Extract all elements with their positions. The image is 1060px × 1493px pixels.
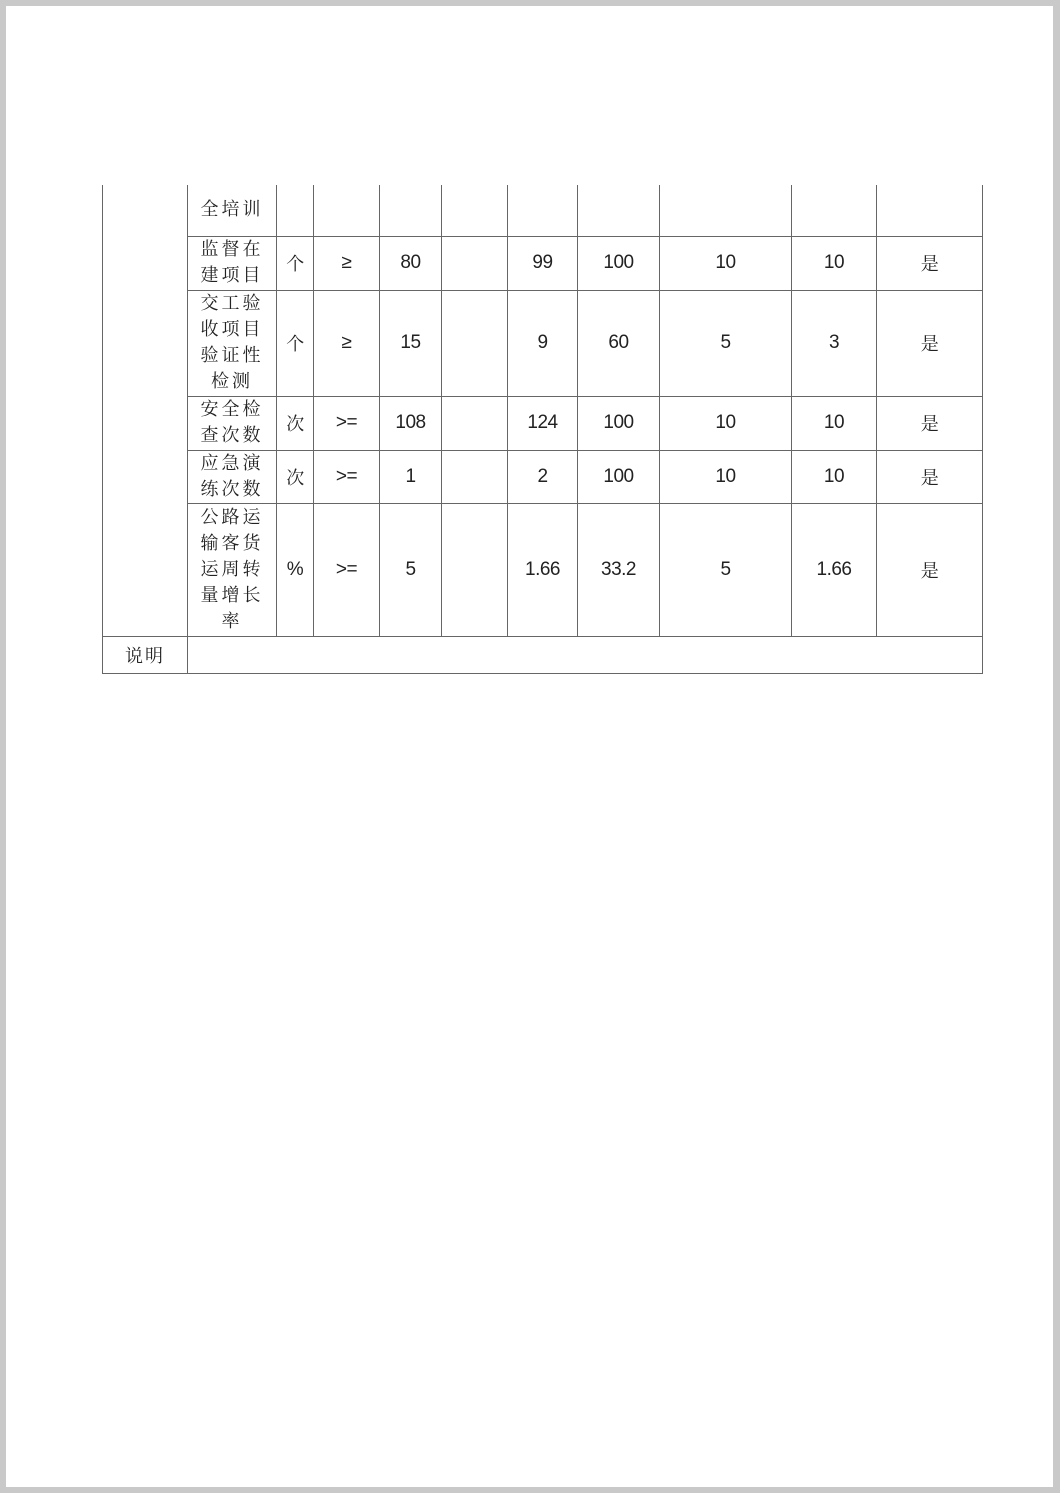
target-cell: 80: [380, 236, 442, 290]
weight-cell: 10: [660, 450, 792, 503]
indicator-name: 公路运输客货运周转量增长率: [188, 503, 277, 636]
blank-cell: [442, 290, 508, 396]
unit-cell: 次: [277, 450, 314, 503]
actual-cell: 9: [508, 290, 578, 396]
indicator-name: 交工验收项目验证性检测: [188, 290, 277, 396]
note-label: 说明: [103, 636, 188, 673]
rate-cell: [578, 185, 660, 236]
operator-cell: >=: [314, 396, 380, 450]
operator-cell: ≥: [314, 236, 380, 290]
table-row: [103, 503, 983, 636]
operator-cell: >=: [314, 450, 380, 503]
done-cell: 是: [877, 236, 983, 290]
unit-cell: 个: [277, 290, 314, 396]
blank-cell: [442, 450, 508, 503]
target-cell: 108: [380, 396, 442, 450]
done-cell: 是: [877, 290, 983, 396]
table-row: [103, 185, 983, 236]
unit-cell: 个: [277, 236, 314, 290]
done-cell: 是: [877, 503, 983, 636]
weight-cell: 10: [660, 236, 792, 290]
operator-cell: ≥: [314, 290, 380, 396]
score-cell: [792, 185, 877, 236]
performance-table: [102, 185, 983, 674]
weight-cell: [660, 185, 792, 236]
note-row: [103, 636, 983, 673]
table-row: [103, 396, 983, 450]
done-cell: 是: [877, 396, 983, 450]
table-row: [103, 450, 983, 503]
unit-cell: 次: [277, 396, 314, 450]
actual-cell: 124: [508, 396, 578, 450]
done-cell: 是: [877, 450, 983, 503]
operator-cell: >=: [314, 503, 380, 636]
indicator-name: 应急演练次数: [188, 450, 277, 503]
rate-cell: 100: [578, 450, 660, 503]
indicator-name: 监督在建项目: [188, 236, 277, 290]
blank-cell: [442, 503, 508, 636]
target-cell: 15: [380, 290, 442, 396]
operator-cell: [314, 185, 380, 236]
actual-cell: [508, 185, 578, 236]
weight-cell: 5: [660, 290, 792, 396]
indicator-name: 安全检查次数: [188, 396, 277, 450]
actual-cell: 2: [508, 450, 578, 503]
blank-cell: [442, 236, 508, 290]
unit-cell: %: [277, 503, 314, 636]
score-cell: 10: [792, 396, 877, 450]
rate-cell: 33.2: [578, 503, 660, 636]
actual-cell: 1.66: [508, 503, 578, 636]
done-cell: [877, 185, 983, 236]
score-cell: 1.66: [792, 503, 877, 636]
left-group-cell: [103, 185, 188, 636]
table-row: [103, 290, 983, 396]
target-cell: 1: [380, 450, 442, 503]
rate-cell: 60: [578, 290, 660, 396]
blank-cell: [442, 396, 508, 450]
blank-cell: [442, 185, 508, 236]
weight-cell: 5: [660, 503, 792, 636]
table-row: [103, 236, 983, 290]
rate-cell: 100: [578, 396, 660, 450]
note-value: [188, 636, 983, 673]
unit-cell: [277, 185, 314, 236]
actual-cell: 99: [508, 236, 578, 290]
indicator-name: 全培训: [188, 185, 277, 236]
score-cell: 10: [792, 450, 877, 503]
score-cell: 10: [792, 236, 877, 290]
rate-cell: 100: [578, 236, 660, 290]
target-cell: 5: [380, 503, 442, 636]
score-cell: 3: [792, 290, 877, 396]
target-cell: [380, 185, 442, 236]
weight-cell: 10: [660, 396, 792, 450]
